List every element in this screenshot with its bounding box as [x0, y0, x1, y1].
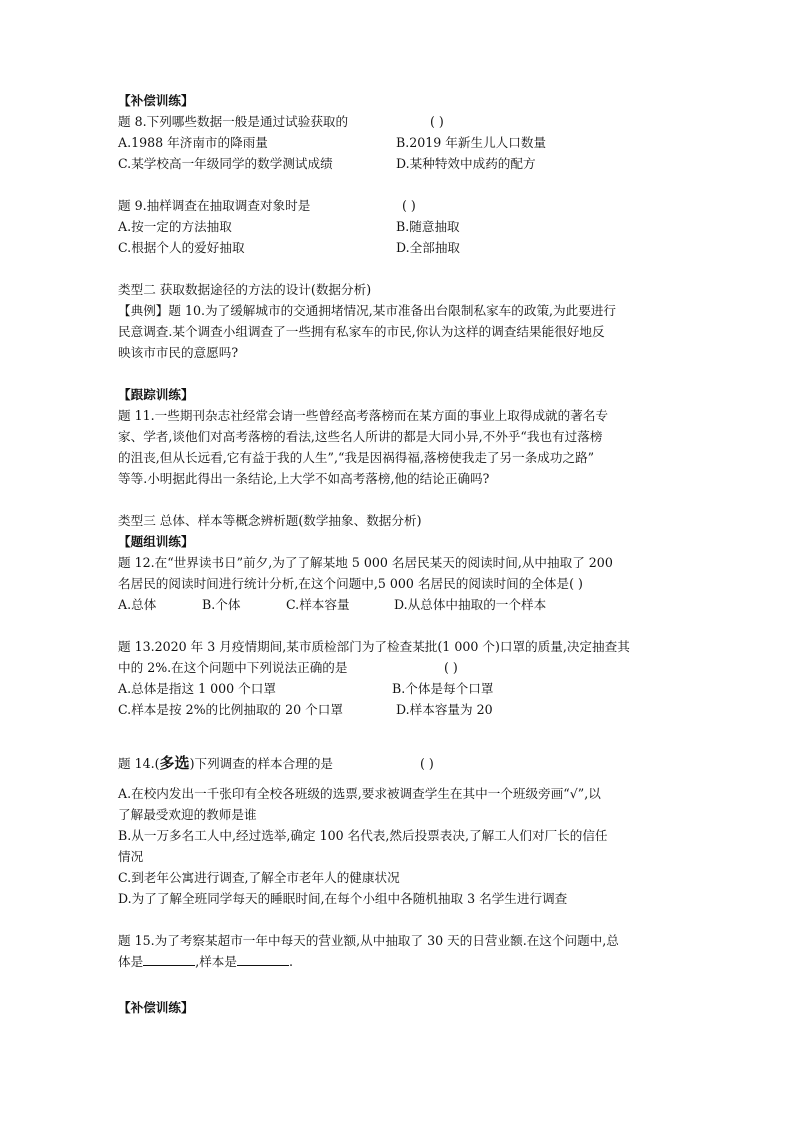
option-a-line: 了解最受欢迎的教师是谁 — [118, 807, 257, 822]
question-13-line: 题 13.2020 年 3 月疫情期间,某市质检部门为了检查某批(1 000 个)口罩的质量,决定抽查其 — [118, 639, 630, 654]
answer-parenthesis: ( ) — [402, 198, 416, 213]
option-b: B.2019 年新生儿人口数量 — [396, 135, 547, 150]
question-13-stem — [118, 657, 688, 678]
question-12-line: 名居民的阅读时间进行统计分析,在这个问题中,5 000 名居民的阅读时间的全体是( ) — [118, 576, 583, 591]
question-11-line: 的沮丧,但从长远看,它有益于我的人生”,“我是因祸得福,落榜使我走了另一条成功之路” — [118, 450, 595, 465]
question-text: 题 9.抽样调查在抽取调查对象时是 — [118, 198, 311, 213]
option-b-line: B.从一万多名工人中,经过选举,确定 100 名代表,然后投票表决,了解工人们对厂长的信任 — [118, 828, 608, 843]
option-c: C.某学校高一年级同学的数学测试成绩 — [118, 156, 333, 171]
fill-text: . — [288, 954, 293, 969]
option-a: A.按一定的方法抽取 — [118, 219, 232, 234]
option-c: C.样本容量 — [286, 597, 350, 612]
question-13-options-ab — [118, 678, 688, 699]
document-page — [118, 90, 688, 1018]
section-heading: 【补偿训练】 — [118, 1000, 194, 1015]
question-14-stem — [118, 753, 688, 777]
option-a: A.总体是指这 1 000 个口罩 — [118, 681, 276, 696]
question-15-line: 题 15.为了考察某超市一年中每天的营业额,从中抽取了 30 天的日营业额.在这个问题中,总 — [118, 933, 619, 948]
question-text: )下列调查的样本合理的是 — [189, 756, 334, 771]
question-9-options-cd — [118, 237, 688, 258]
question-8-stem — [118, 111, 688, 132]
section-heading: 【题组训练】 — [118, 534, 194, 549]
fill-text: 体是 — [118, 954, 144, 969]
multi-select-tag: 多选 — [159, 754, 190, 772]
answer-parenthesis: ( ) — [420, 756, 434, 771]
option-c: C.样本是按 2%的比例抽取的 20 个口罩 — [118, 702, 343, 717]
option-b: B.随意抽取 — [396, 219, 460, 234]
question-8-options-cd — [118, 153, 688, 174]
section-heading: 类型三 总体、样本等概念辨析题(数学抽象、数据分析) — [118, 513, 422, 528]
option-a: A.1988 年济南市的降雨量 — [118, 135, 268, 150]
question-10-line: 映该市市民的意愿吗? — [118, 345, 239, 360]
fill-blank[interactable] — [237, 953, 289, 966]
question-13-options-cd — [118, 699, 688, 720]
question-10-line: 【典例】题 10.为了缓解城市的交通拥堵情况,某市准备出台限制私家车的政策,为此要进行 — [118, 303, 617, 318]
option-a-line: A.在校内发出一千张印有全校各班级的选票,要求被调查学生在其中一个班级旁画“√”,以 — [118, 786, 601, 801]
option-b: B.个体是每个口罩 — [392, 681, 494, 696]
section-heading: 【补偿训练】 — [118, 93, 194, 108]
option-c: C.根据个人的爱好抽取 — [118, 240, 245, 255]
option-a: A.总体 — [118, 597, 157, 612]
option-d: D.为了了解全班同学每天的睡眠时间,在每个小组中各随机抽取 3 名学生进行调查 — [118, 891, 568, 906]
fill-text: ,样本是 — [195, 954, 237, 969]
option-b-line: 情况 — [118, 849, 144, 864]
section-heading: 类型二 获取数据途径的方法的设计(数据分析) — [118, 282, 372, 297]
question-8-options-ab — [118, 132, 688, 153]
option-d: D.样本容量为 20 — [396, 702, 493, 717]
fill-blank[interactable] — [143, 953, 195, 966]
question-11-line: 等等.小明据此得出一条结论,上大学不如高考落榜,他的结论正确吗? — [118, 471, 490, 486]
question-11-line: 题 11.一些期刊杂志社经常会请一些曾经高考落榜而在某方面的事业上取得成就的著名专 — [118, 408, 609, 423]
question-10-line: 民意调查.某个调查小组调查了一些拥有私家车的市民,你认为这样的调查结果能很好地反 — [118, 324, 605, 339]
question-text: 题 8.下列哪些数据一般是通过试验获取的 — [118, 114, 349, 129]
option-b: B.个体 — [202, 597, 241, 612]
option-d: D.全部抽取 — [396, 240, 461, 255]
question-12-line: 题 12.在“世界读书日”前夕,为了了解某地 5 000 名居民某天的阅读时间,从中抽取了 200 — [118, 555, 613, 570]
question-text: 中的 2%.在这个问题中下列说法正确的是 — [118, 660, 348, 675]
option-d: D.从总体中抽取的一个样本 — [394, 597, 547, 612]
question-prefix: 题 14.( — [118, 756, 160, 771]
option-c: C.到老年公寓进行调查,了解全市老年人的健康状况 — [118, 870, 400, 885]
section-heading: 【跟踪训练】 — [118, 387, 194, 402]
question-9-stem — [118, 195, 688, 216]
question-9-options-ab — [118, 216, 688, 237]
answer-parenthesis: ( ) — [430, 114, 444, 129]
question-15-fill — [118, 951, 688, 972]
option-d: D.某种特效中成药的配方 — [396, 156, 536, 171]
question-12-options — [118, 594, 688, 615]
question-11-line: 家、学者,谈他们对高考落榜的看法,这些名人所讲的都是大同小异,不外乎“我也有过落榜 — [118, 429, 603, 444]
answer-parenthesis: ( ) — [444, 660, 458, 675]
